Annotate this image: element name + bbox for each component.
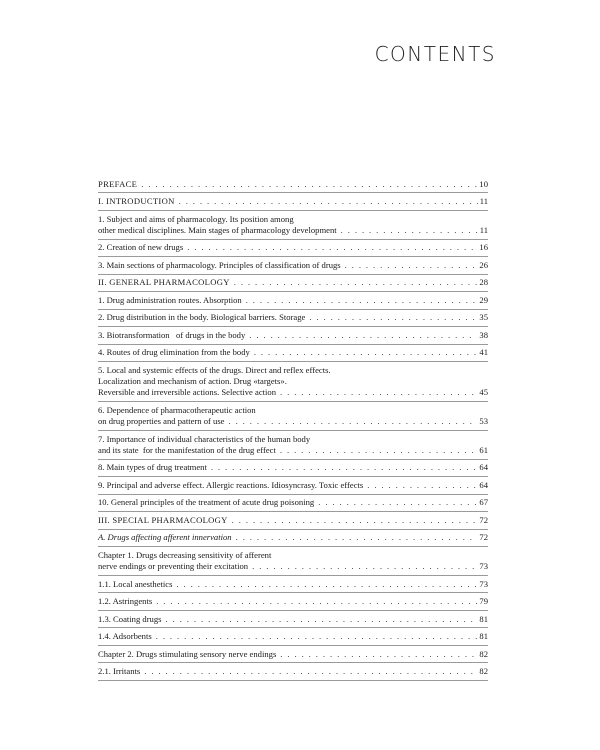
page-number: 38 [479, 329, 488, 340]
page-number: 64 [479, 462, 488, 473]
leader-dots [156, 596, 477, 607]
toc-entry-text: 8. Main types of drug treatment [98, 462, 207, 473]
page-number: 72 [479, 514, 488, 525]
toc-entry[interactable] [98, 646, 488, 663]
toc-entry-text: II. GENERAL PHARMACOLOGY [98, 277, 230, 288]
leader-dots [211, 462, 478, 473]
toc-entry[interactable] [98, 547, 488, 576]
toc-entry-text: 6. Dependence of pharmacotherapeutic action [98, 404, 256, 415]
leader-dots [179, 196, 478, 207]
page-number: 73 [479, 561, 488, 572]
leader-dots [249, 330, 477, 341]
toc-entry-text: 9. Principal and adverse effect. Allergic reactions. Idiosyncrasy. Toxic effects [98, 479, 364, 490]
toc-entry[interactable] [98, 257, 488, 274]
toc-entry[interactable] [98, 477, 488, 494]
toc-entry[interactable] [98, 292, 488, 309]
leader-dots [166, 614, 478, 625]
toc-entry-text: 3. Biotransformation of drugs in the body [98, 329, 246, 340]
toc-entry-text: 1.2. Astringents [98, 596, 153, 607]
toc-entry[interactable] [98, 327, 488, 344]
leader-dots [309, 312, 477, 323]
leader-dots [345, 260, 478, 271]
leader-dots [144, 666, 477, 677]
page-number: 10 [479, 178, 488, 189]
leader-dots [176, 579, 477, 590]
toc-entry-text: 5. Local and systemic effects of the drugs. Direct and reflex effects. [98, 364, 331, 375]
toc-entry-text: Chapter 2. Drugs stimulating sensory nerve endings [98, 648, 277, 659]
page-number: 61 [479, 444, 488, 455]
toc-entry[interactable] [98, 460, 488, 477]
page-number: 11 [479, 196, 488, 207]
toc-entry-text: 3. Main sections of pharmacology. Principles of classification of drugs [98, 259, 341, 270]
page-number: 81 [479, 613, 488, 624]
page-number: 35 [479, 312, 488, 323]
toc-entry-text: 1.1. Local anesthetics [98, 578, 173, 589]
toc-entry[interactable] [98, 211, 488, 240]
toc-entry-text: other medical disciplines. Main stages of pharmacology development [98, 224, 337, 235]
page-number: 11 [479, 224, 488, 235]
leader-dots [236, 532, 478, 543]
toc-entry-text: 4. Routes of drug elimination from the body [98, 347, 250, 358]
page-number: 26 [479, 259, 488, 270]
page-number: 72 [479, 532, 488, 543]
toc-entry-text: 1. Drug administration routes. Absorption [98, 294, 242, 305]
toc-entry-text: 2. Drug distribution in the body. Biological barriers. Storage [98, 312, 306, 323]
toc-entry[interactable] [98, 362, 488, 402]
page-title: CONTENTS [374, 42, 496, 66]
leader-dots [246, 295, 478, 306]
page-number: 64 [479, 479, 488, 490]
toc-entry-text: on drug properties and pattern of use [98, 416, 225, 427]
page-number: 45 [479, 387, 488, 398]
toc-entry[interactable] [98, 431, 488, 460]
toc-entry[interactable] [98, 240, 488, 257]
toc-entry[interactable] [98, 530, 488, 547]
page-number: 73 [479, 578, 488, 589]
toc-entry[interactable] [98, 275, 488, 292]
leader-dots [141, 179, 477, 190]
toc-entry-text: Reversible and irreversible actions. Selective action [98, 387, 277, 398]
toc-entry-text: PREFACE [98, 178, 138, 189]
toc-entry[interactable] [98, 176, 488, 193]
page-number: 79 [479, 596, 488, 607]
toc-entry-text: Localization and mechanism of action. Drug «targets». [98, 376, 287, 387]
toc-entry-text: and its state for the manifestation of the drug effect [98, 444, 276, 455]
toc-entry-text: Chapter 1. Drugs decreasing sensitivity of afferent [98, 549, 272, 560]
toc-entry[interactable] [98, 402, 488, 431]
toc-entry[interactable] [98, 193, 488, 210]
toc-entry[interactable] [98, 663, 488, 680]
toc-entry[interactable] [98, 495, 488, 512]
leader-dots [187, 242, 477, 253]
toc-entry-text: 10. General principles of the treatment of acute drug poisoning [98, 497, 315, 508]
toc-entry-text: I. INTRODUCTION [98, 196, 175, 207]
leader-dots [252, 561, 477, 572]
toc-entry[interactable] [98, 512, 488, 529]
leader-dots [341, 225, 478, 236]
leader-dots [318, 497, 477, 508]
leader-dots [367, 480, 477, 491]
leader-dots [280, 649, 477, 660]
toc-entry[interactable] [98, 628, 488, 645]
leader-dots [254, 347, 478, 358]
toc-entry-text: 2. Creation of new drugs [98, 242, 184, 253]
toc-entry-text: 1.3. Coating drugs [98, 613, 162, 624]
page-number: 16 [479, 242, 488, 253]
table-of-contents [98, 176, 488, 681]
toc-entry-text: A. Drugs affecting afferent innervation [98, 532, 232, 543]
toc-entry-text: 1.4. Adsorbents [98, 631, 152, 642]
toc-entry-text: nerve endings or preventing their excitation [98, 561, 249, 572]
leader-dots [234, 277, 478, 288]
page-number: 82 [479, 648, 488, 659]
page-number: 81 [479, 631, 488, 642]
toc-entry[interactable] [98, 310, 488, 327]
toc-entry[interactable] [98, 576, 488, 593]
page-number: 41 [479, 347, 488, 358]
page-number: 82 [479, 666, 488, 676]
toc-entry-text: III. SPECIAL PHARMACOLOGY [98, 514, 228, 525]
page-number: 53 [479, 416, 488, 427]
leader-dots [156, 631, 478, 642]
toc-entry-text: 2.1. Irritants [98, 666, 141, 676]
toc-entry-text: 1. Subject and aims of pharmacology. Its position among [98, 213, 294, 224]
toc-entry[interactable] [98, 593, 488, 610]
toc-entry-text: 7. Importance of individual characteristics of the human body [98, 433, 311, 444]
leader-dots [280, 445, 478, 456]
leader-dots [280, 387, 477, 398]
leader-dots [228, 416, 477, 427]
toc-entry[interactable] [98, 611, 488, 628]
leader-dots [232, 515, 478, 526]
page-number: 29 [479, 294, 488, 305]
toc-entry[interactable] [98, 345, 488, 362]
page-number: 67 [479, 497, 488, 508]
page-number: 28 [479, 277, 488, 288]
